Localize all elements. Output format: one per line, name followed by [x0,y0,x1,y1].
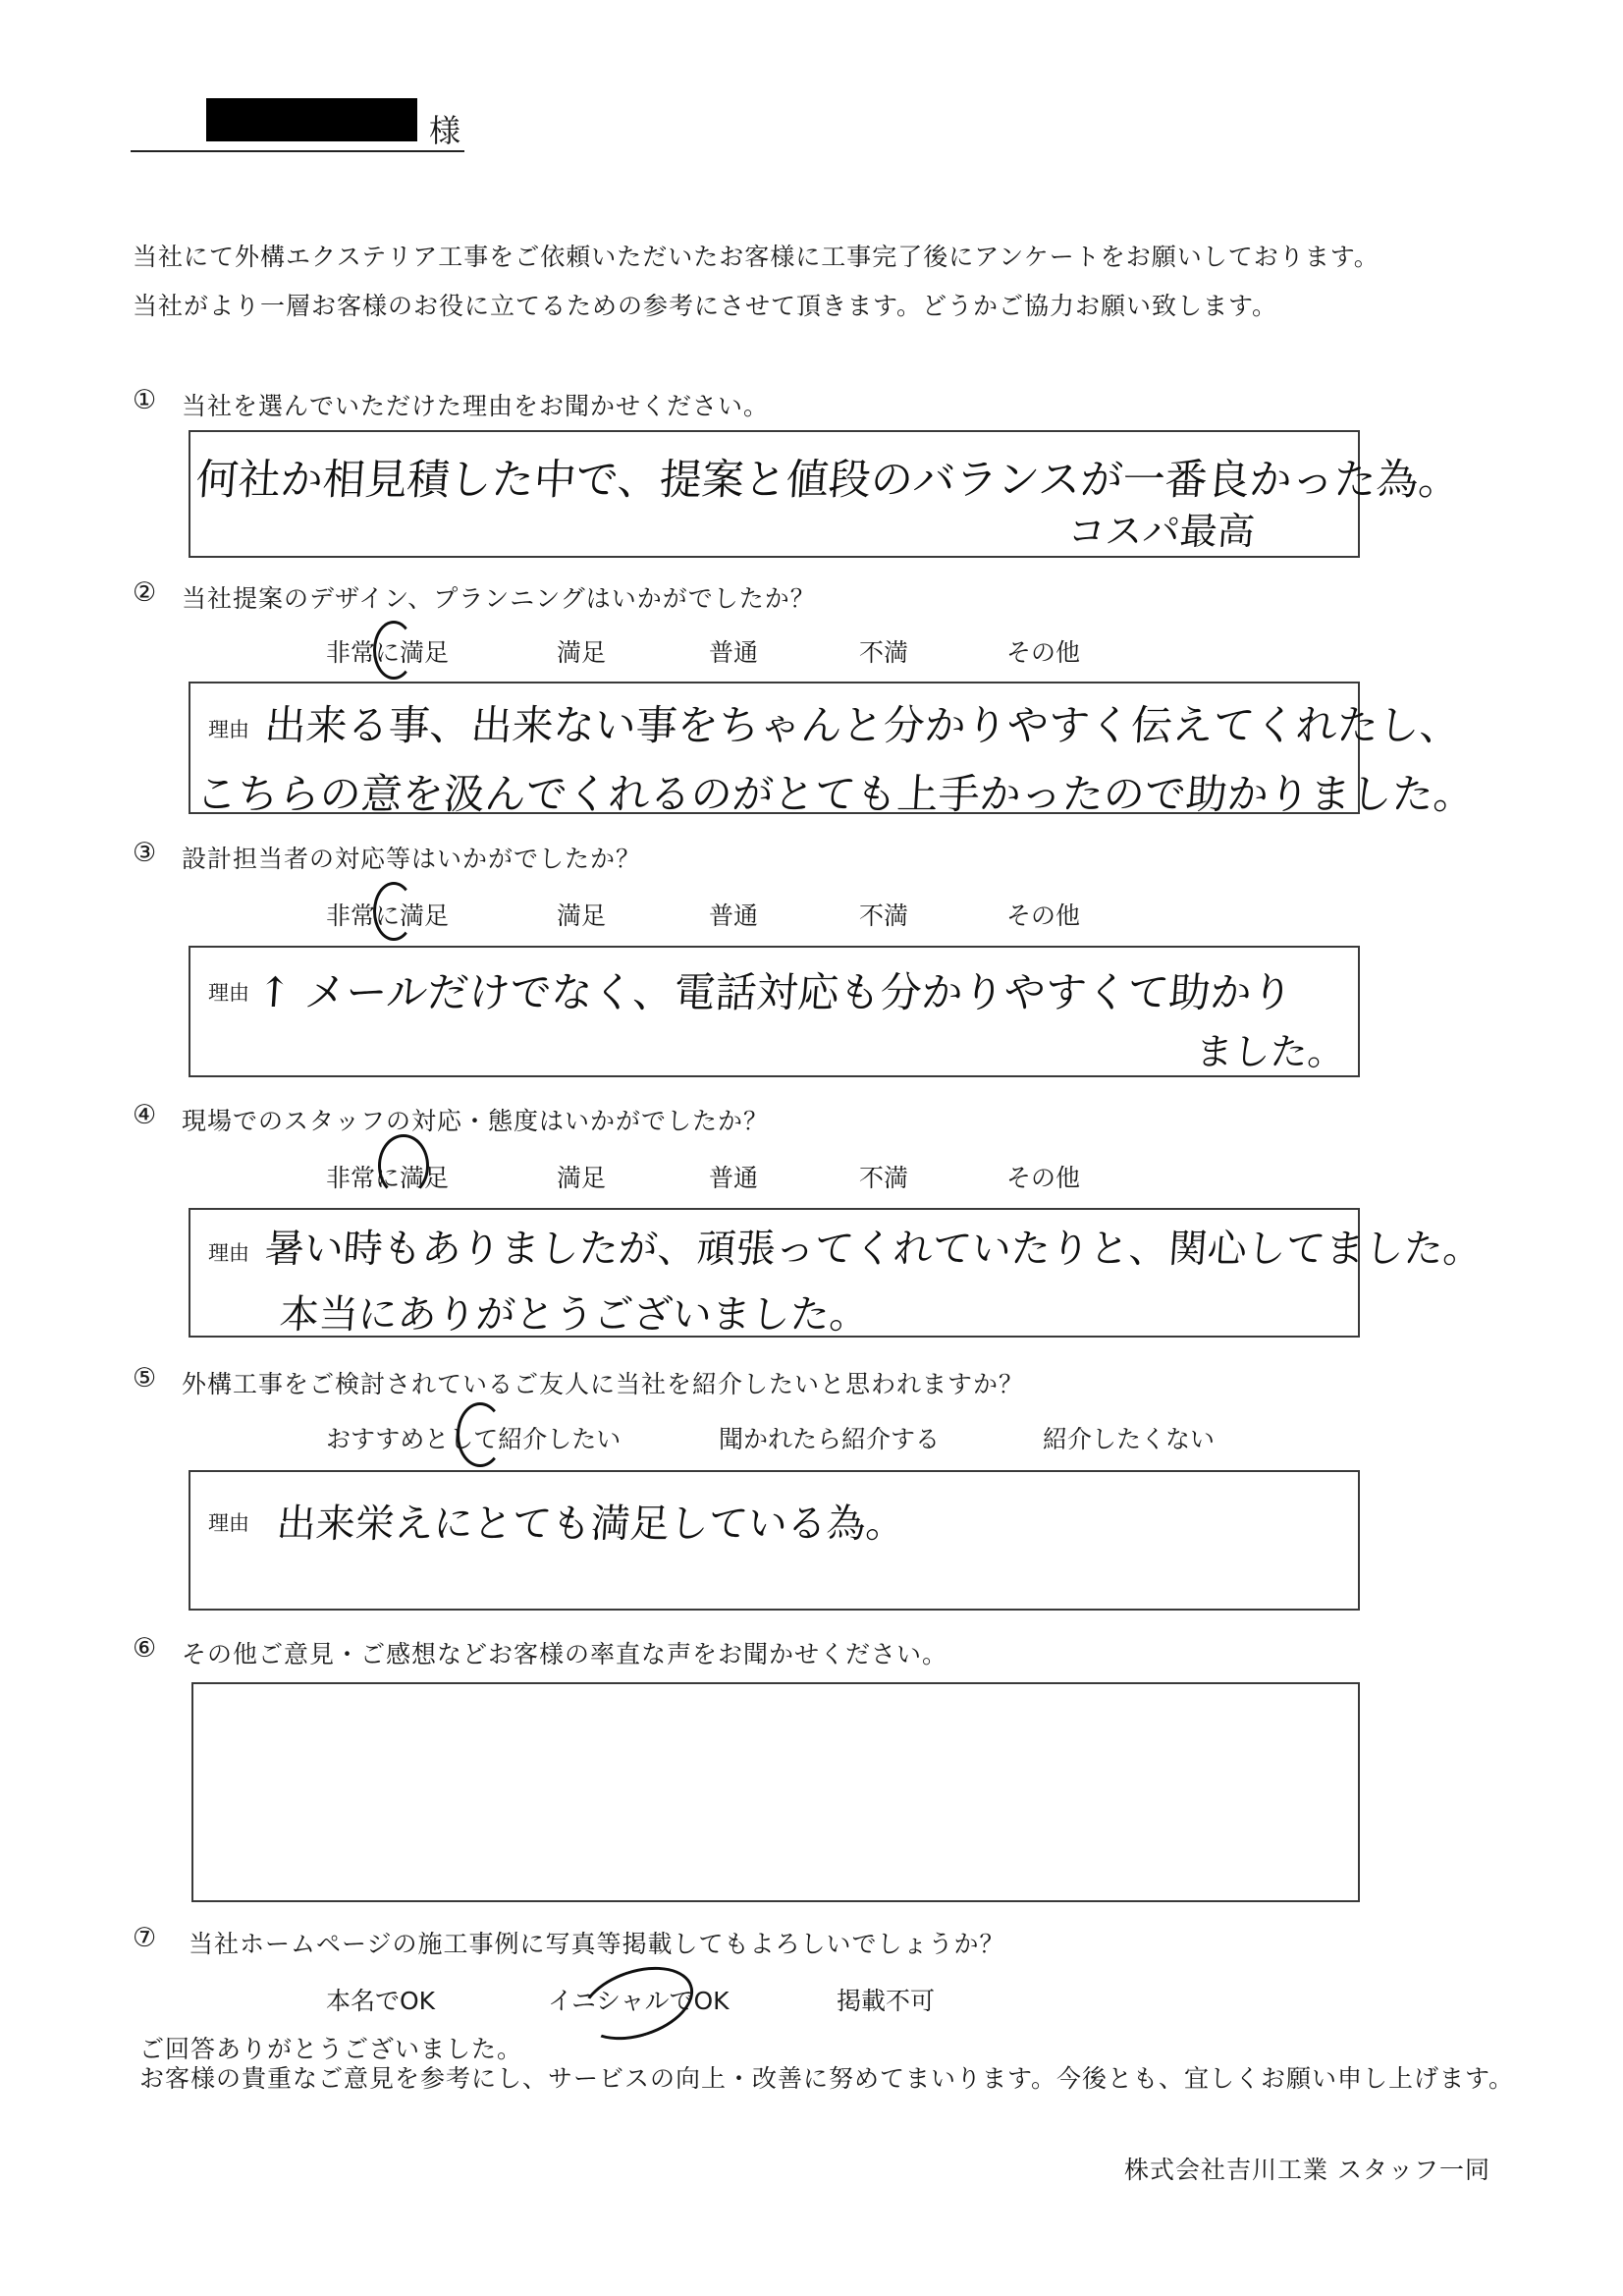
q2-option-satisfied[interactable]: 満足 [557,638,607,667]
q4-text: 現場でのスタッフの対応・態度はいかがでしたか？ [182,1107,770,1135]
closing-line-2: お客様の貴重なご意見を参考にし、サービスの向上・改善に努めてまいります。今後とも、宜しくお願い申し上げます。 [139,2064,1515,2093]
q6-number: ⑥ [133,1633,157,1664]
q4-option-satisfied[interactable]: 満足 [557,1164,607,1192]
q3-selection-mark [373,882,414,941]
q4-number: ④ [133,1100,157,1130]
q5-reason-label: 理由 [208,1511,249,1535]
q6-answer-box[interactable] [191,1682,1360,1902]
q6-text: その他ご意見・ご感想などお客様の率直な声をお聞かせください。 [182,1640,948,1668]
q3-option-very-satisfied[interactable]: 非常に満足 [326,902,450,930]
q4-option-average[interactable]: 普通 [709,1164,759,1192]
q1-answer-line-2: コスパ最高 [1066,510,1257,553]
q3-option-average[interactable]: 普通 [709,902,759,930]
q3-text: 設計担当者の対応等はいかがでしたか？ [182,845,642,873]
q2-option-other[interactable]: その他 [1006,638,1081,667]
q2-reason-label: 理由 [208,718,249,741]
q1-text: 当社を選んでいただけた理由をお聞かせください。 [182,392,770,420]
q2-text: 当社提案のデザイン、プランニングはいかがでしたか？ [182,584,816,613]
q3-option-satisfied[interactable]: 満足 [557,902,607,930]
q2-answer-line-2: こちらの意を汲んでくれるのがとても上手かったので助かりました。 [194,770,1477,818]
q4-option-very-satisfied[interactable]: 非常に満足 [326,1164,450,1192]
q2-option-dissatisfied[interactable]: 不満 [859,638,909,667]
q5-number: ⑤ [133,1363,157,1394]
company-signature: 株式会社吉川工業 スタッフ一同 [1124,2156,1490,2184]
q7-option-no-publish[interactable]: 掲載不可 [837,1987,936,2015]
name-underline [131,150,464,152]
q5-option-if-asked[interactable]: 聞かれたら紹介する [719,1425,941,1453]
q3-option-other[interactable]: その他 [1006,902,1081,930]
redacted-customer-name [206,98,417,141]
q4-option-other[interactable]: その他 [1006,1164,1081,1192]
q1-answer-line-1: 何社か相見積した中で、提案と値段のバランスが一番良かった為。 [194,456,1463,505]
q4-answer-line-2: 本当にありがとうございました。 [278,1292,871,1338]
q7-option-real-name[interactable]: 本名でOK [326,1987,436,2015]
q2-selection-mark [373,621,414,680]
q7-option-initials[interactable]: イニシャルでOK [548,1987,730,2015]
q4-option-dissatisfied[interactable]: 不満 [859,1164,909,1192]
q2-answer-line-1: 出来る事、出来ない事をちゃんと分かりやすく伝えてくれたし、 [263,701,1463,749]
q2-option-average[interactable]: 普通 [709,638,759,667]
q3-answer-line-2: ました。 [1194,1030,1347,1073]
q2-option-very-satisfied[interactable]: 非常に満足 [326,638,450,667]
intro-line-1: 当社にて外構エクステリア工事をご依頼いただいたお客様に工事完了後にアンケートをお願いしております。 [133,243,1380,271]
q7-selection-mark [571,1953,702,2052]
q4-reason-label: 理由 [208,1241,249,1265]
q5-text: 外構工事をご検討されているご友人に当社を紹介したいと思われますか？ [182,1370,1025,1398]
q5-answer-line-1: 出来栄えにとても満足している為。 [275,1502,907,1547]
q5-option-no[interactable]: 紹介したくない [1043,1425,1216,1453]
q5-selection-mark [457,1402,504,1467]
intro-line-2: 当社がより一層お客様のお役に立てるための参考にさせて頂きます。どうかご協力お願い致します。 [133,292,1278,320]
q3-option-dissatisfied[interactable]: 不満 [859,902,909,930]
q4-selection-mark [378,1134,429,1197]
closing-line-1: ご回答ありがとうございました。 [139,2035,523,2063]
q1-number: ① [133,385,157,415]
q5-option-recommend[interactable]: おすすめとして紹介したい [326,1425,622,1453]
q7-number: ⑦ [133,1923,157,1953]
q7-text: 当社ホームページの施工事例に写真等掲載してもよろしいでしょうか？ [189,1930,1005,1958]
q3-number: ③ [133,838,157,868]
honorific: 様 [429,112,461,149]
q2-number: ② [133,577,157,608]
q4-answer-line-1: 暑い時もありましたが、頑張ってくれていたりと、関心してました。 [263,1227,1485,1272]
q3-answer-line-1: ↑ メールだけでなく、電話対応も分かりやすくて助かり [255,968,1295,1016]
q3-reason-label: 理由 [208,981,249,1005]
